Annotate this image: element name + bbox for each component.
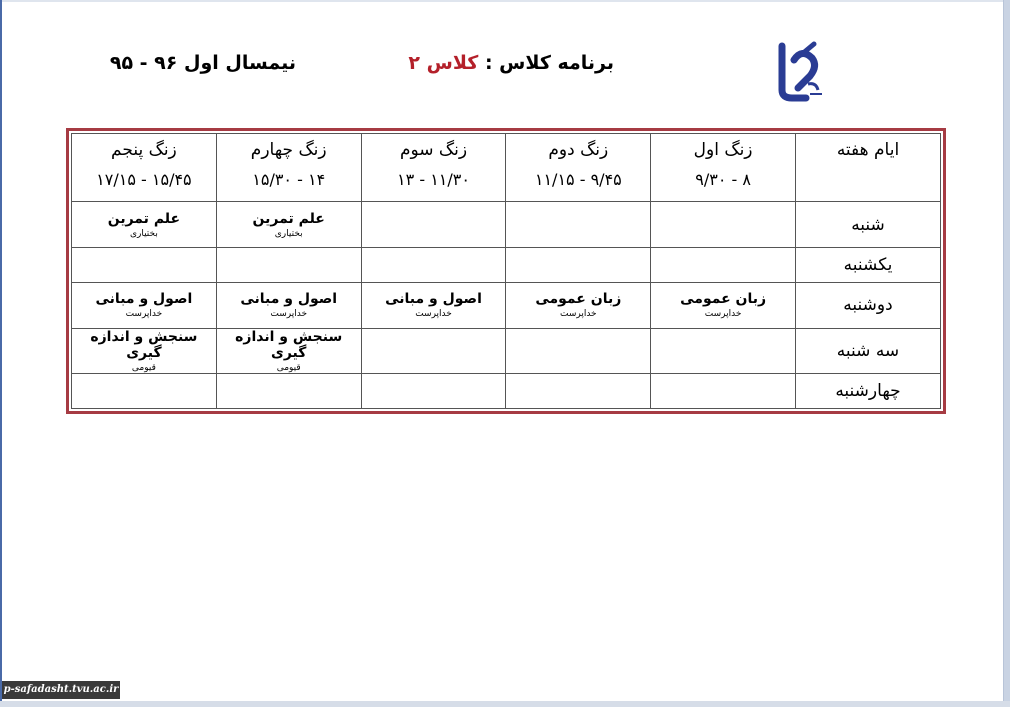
schedule-cell: [361, 202, 506, 248]
table-row: [72, 202, 941, 248]
teacher-name: خداپرست: [415, 309, 452, 320]
teacher-name: قیومی: [276, 362, 301, 373]
schedule-cell: [72, 374, 217, 409]
schedule-cell: [72, 202, 217, 248]
course-name: زبان عمومی: [535, 291, 622, 308]
schedule-cell: [72, 282, 217, 328]
period-header: [506, 134, 651, 202]
schedule-table-frame: [66, 128, 946, 414]
schedule-cell: [361, 374, 506, 409]
schedule-cell: [651, 202, 796, 248]
schedule-cell: [361, 282, 506, 328]
course-name: اصول و مبانی: [240, 291, 338, 308]
teacher-name: خداپرست: [270, 309, 308, 320]
schedule-cell: [216, 202, 361, 248]
course-name: زبان عمومی: [680, 291, 767, 308]
table-row: [72, 374, 941, 409]
teacher-name: خداپرست: [704, 309, 742, 320]
page-title: [380, 52, 614, 74]
day-name: شنبه: [796, 202, 941, 248]
schedule-cell: [216, 328, 361, 374]
schedule-cell: [506, 374, 651, 409]
day-name: یکشنبه: [796, 248, 941, 283]
schedule-cell: [72, 328, 217, 374]
course-name: سنجش و اندازه گیری: [235, 328, 343, 361]
course-name: اصول و مبانی: [385, 291, 482, 308]
course-name: علم تمرین: [252, 210, 325, 227]
teacher-name: قیومی: [131, 362, 156, 373]
period-header: [361, 134, 506, 202]
period-header: [72, 134, 217, 202]
period-label: زنگ اول: [693, 140, 753, 160]
table-row: [72, 248, 941, 283]
period-label: زنگ پنجم: [111, 140, 177, 160]
schedule-cell: [216, 374, 361, 409]
period-label: زنگ سوم: [399, 140, 468, 160]
schedule-cell: [651, 282, 796, 328]
schedule-cell: [651, 374, 796, 409]
window-scrollbar[interactable]: [1003, 0, 1010, 707]
schedule-cell: [216, 248, 361, 283]
schedule-cell: [72, 248, 217, 283]
table-row: [72, 328, 941, 374]
window-top-edge: [0, 0, 1010, 2]
table-row: [72, 282, 941, 328]
day-name: دوشنبه: [796, 282, 941, 328]
day-name: سه شنبه: [796, 328, 941, 374]
schedule-table: [71, 133, 941, 409]
day-name: چهارشنبه: [796, 374, 941, 409]
title-prefix: برنامه کلاس :: [484, 52, 614, 74]
day-column-header: [796, 134, 941, 202]
teacher-name: بختیاری: [129, 228, 158, 239]
schedule-cell: [361, 248, 506, 283]
site-watermark: p-safadasht.tvu.ac.ir: [2, 681, 120, 699]
schedule-cell: [361, 328, 506, 374]
period-header: [651, 134, 796, 202]
schedule-cell: [216, 282, 361, 328]
window-bottom-edge: [0, 701, 1010, 707]
schedule-cell: [651, 248, 796, 283]
semester-label: نیمسال اول ۹۶ - ۹۵: [109, 52, 296, 74]
university-logo-icon: [772, 40, 828, 102]
window-left-edge: [0, 0, 2, 707]
course-name: سنجش و اندازه گیری: [90, 328, 198, 361]
schedule-cell: [506, 202, 651, 248]
course-name: علم تمرین: [107, 210, 181, 227]
period-label: زنگ چهارم: [250, 140, 327, 160]
period-time: ۱۴ - ۱۵/۳۰: [252, 170, 326, 189]
period-time: ۱۱/۳۰ - ۱۳: [397, 170, 470, 189]
schedule-cell: [506, 282, 651, 328]
period-label: زنگ دوم: [548, 140, 609, 160]
schedule-cell: [506, 328, 651, 374]
course-name: اصول و مبانی: [95, 291, 193, 308]
period-header: [216, 134, 361, 202]
teacher-name: خداپرست: [125, 309, 163, 320]
day-header-label: ایام هفته: [836, 140, 900, 160]
schedule-cell: [506, 248, 651, 283]
title-class-name: کلاس ۲: [408, 52, 479, 74]
teacher-name: خداپرست: [559, 309, 597, 320]
schedule-cell: [651, 328, 796, 374]
table-header-row: [72, 134, 941, 202]
teacher-name: بختیاری: [274, 228, 303, 239]
period-time: ۱۵/۴۵ - ۱۷/۱۵: [96, 170, 192, 189]
period-time: ۸ - ۹/۳۰: [695, 170, 751, 189]
period-time: ۹/۴۵ - ۱۱/۱۵: [534, 170, 622, 189]
